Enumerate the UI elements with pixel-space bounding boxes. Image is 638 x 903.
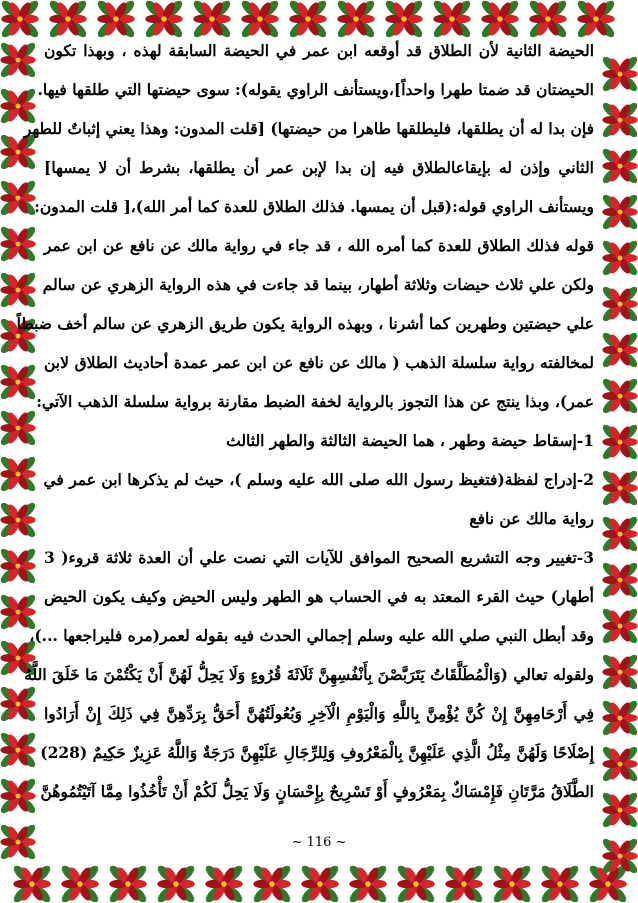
poinsettia-flower-icon <box>600 100 638 139</box>
poinsettia-flower-icon <box>383 0 425 40</box>
poinsettia-flower-icon <box>539 863 581 903</box>
border-right <box>602 38 638 865</box>
poinsettia-flower-icon <box>600 376 638 415</box>
poinsettia-flower-icon <box>600 468 638 507</box>
poinsettia-flower-icon <box>155 863 197 903</box>
text-line-14: 3-تغيير وجه التشريع الصحيح الموافق للآيات التي نصت علي أن العدة ثلاثة قروء( 3 <box>44 548 594 567</box>
poinsettia-flower-icon <box>0 454 38 493</box>
poinsettia-flower-icon <box>600 192 638 231</box>
page-number: ~ 116 ~ <box>291 835 347 850</box>
border-top <box>0 0 638 38</box>
poinsettia-flower-icon <box>335 0 377 40</box>
poinsettia-flower-icon <box>239 0 281 40</box>
poinsettia-flower-icon <box>0 500 38 539</box>
poinsettia-flower-icon <box>527 0 569 40</box>
poinsettia-flower-icon <box>0 408 38 447</box>
poinsettia-flower-icon <box>0 546 38 585</box>
poinsettia-flower-icon <box>600 284 638 323</box>
poinsettia-flower-icon <box>191 0 233 40</box>
text-line-4: الثاني وإذن له بإيقاعالطلاق فيه إن بدا لإبن عمر أن يطلقها، بشرط أن لا يمسها] <box>44 158 594 177</box>
poinsettia-flower-icon <box>0 362 38 401</box>
poinsettia-flower-icon <box>0 776 38 815</box>
text-line-9: لمخالفته رواية سلسلة الذهب ( مالك عن نافع عن ابن عمر عمدة أحاديث الطلاق لابن <box>44 353 594 372</box>
text-line-8: علي حيضتين وطهرين كما أشرنا ، وبهذه الرواية يكون طريق الزهري عن سالم أخف ضبطاً <box>16 314 594 333</box>
poinsettia-flower-icon <box>347 863 389 903</box>
poinsettia-flower-icon <box>143 0 185 40</box>
poinsettia-flower-icon <box>600 330 638 369</box>
text-line-13: رواية مالك عن نافع <box>469 509 594 528</box>
poinsettia-flower-icon <box>443 863 485 903</box>
poinsettia-flower-icon <box>600 514 638 553</box>
poinsettia-flower-icon <box>0 684 38 723</box>
text-line-6: قوله فذلك الطلاق للعدة كما أمره الله ، قد جاء في رواية مالك عن نافع عن ابن عمر <box>44 236 594 255</box>
poinsettia-flower-icon <box>11 863 53 903</box>
poinsettia-flower-icon <box>479 0 521 40</box>
text-line-20: الطَّلَاقُ مَرَّتَانِ فَإِمْسَاكٌ بِمَعْرُوفٍ أَوْ تَسْرِيحٌ بِإِحْسَانٍ وَلَا يَحِلُّ لَكُمْ أَنْ تَأْخُذُوا مِمَّا آتَيْتُمُوهُنَّ <box>40 782 594 801</box>
border-left <box>0 38 36 865</box>
poinsettia-flower-icon <box>299 863 341 903</box>
poinsettia-flower-icon <box>600 790 638 829</box>
poinsettia-flower-icon <box>203 863 245 903</box>
text-line-15: أطهار) حيث القرء المعتد به في الحساب هو الطهر وليس الحيض وكيف يكون الحيض <box>44 587 594 606</box>
poinsettia-flower-icon <box>95 0 137 40</box>
poinsettia-flower-icon <box>600 744 638 783</box>
poinsettia-flower-icon <box>600 54 638 93</box>
text-line-18: فِي أَرْحَامِهِنَّ إِنْ كُنَّ يُؤْمِنَّ بِاللَّهِ وَالْيَوْمِ الْآخِرِ وَبُعُولَتُهُنَّ أَحَقُّ بِرَدِّهِنَّ فِي ذَلِكَ إِنْ أَرَادُوا <box>44 704 594 723</box>
poinsettia-flower-icon <box>491 863 533 903</box>
poinsettia-flower-icon <box>600 238 638 277</box>
text-line-5: ويستأنف الراوي قوله:(قبل أن يمسها. فذلك الطلاق للعدة كما أمر الله)،[ قلت المدون: <box>34 197 594 216</box>
poinsettia-flower-icon <box>395 863 437 903</box>
text-line-7: ولكن علي ثلاث حيضات وثلاثة أطهار، بينما قد جاءت في هذه الرواية الزهري عن سالم <box>42 275 594 294</box>
text-line-17: ولقوله تعالي (وَالْمُطَلَّقَاتُ يَتَرَبَّصْنَ بِأَنْفُسِهِنَّ ثَلَاثَةَ قُرُوءٍ وَلَا يَحِلُّ لَهُنَّ أَنْ يَكْتُمْنَ مَا خَلَقَ اللَّهُ <box>24 665 594 684</box>
poinsettia-flower-icon <box>600 606 638 645</box>
text-line-1: الحيضة الثانية لأن الطلاق قد أوقعه ابن عمر في الحيضة السابقة لهذه ، وبهذا تكون <box>44 41 594 60</box>
text-line-3: فإن بدا له أن يطلقها، فليطلقها طاهرا من حيضتها) [قلت المدون: وهذا يعني إثباتٌ للطهر <box>23 119 594 138</box>
poinsettia-flower-icon <box>0 730 38 769</box>
text-line-19: إِصْلَاحًا وَلَهُنَّ مِثْلُ الَّذِي عَلَيْهِنَّ بِالْمَعْرُوفِ وَلِلرِّجَالِ عَلَيْهِنَّ دَرَجَةٌ وَاللَّهُ عَزِيزٌ حَكِيمٌ (228) <box>40 743 594 762</box>
page-content <box>16 40 594 860</box>
poinsettia-flower-icon <box>0 0 41 40</box>
poinsettia-flower-icon <box>600 146 638 185</box>
poinsettia-flower-icon <box>251 863 293 903</box>
poinsettia-flower-icon <box>431 0 473 40</box>
poinsettia-flower-icon <box>0 40 38 79</box>
poinsettia-flower-icon <box>575 0 617 40</box>
poinsettia-flower-icon <box>59 863 101 903</box>
poinsettia-flower-icon <box>600 560 638 599</box>
poinsettia-flower-icon <box>0 178 38 217</box>
text-line-11: 1-إسقاط حيضة وطهر ، هما الحيضة الثالثة والطهر الثالث <box>226 431 594 450</box>
text-line-16: وقد أبطل النبي صلي الله عليه وسلم إجمالي الحدث فيه بقوله لعمر(مره فليراجعها ...)، <box>29 626 594 645</box>
poinsettia-flower-icon <box>0 224 38 263</box>
border-bottom <box>0 865 638 903</box>
text-line-2: الحيضتان قد ضمتا طهرا واحداً]،ويستأنف الراوي يقوله): سوى حيضتها التي طلقها فيها. <box>37 80 594 99</box>
poinsettia-flower-icon <box>0 822 38 861</box>
poinsettia-flower-icon <box>0 270 38 309</box>
poinsettia-flower-icon <box>600 422 638 461</box>
poinsettia-flower-icon <box>600 698 638 737</box>
text-line-12: 2-إدراج لفظة(فتغيظ رسول الله صلى الله عليه وسلم )، حيث لم يذكرها ابن عمر في <box>43 470 594 489</box>
poinsettia-flower-icon <box>600 652 638 691</box>
poinsettia-flower-icon <box>287 0 329 40</box>
text-line-10: عمر)، وبذا ينتج عن هذا التجوز بالرواية لخفة الضبط مقارنة برواية سلسلة الذهب الآتي: <box>36 392 594 411</box>
poinsettia-flower-icon <box>47 0 89 40</box>
poinsettia-flower-icon <box>107 863 149 903</box>
